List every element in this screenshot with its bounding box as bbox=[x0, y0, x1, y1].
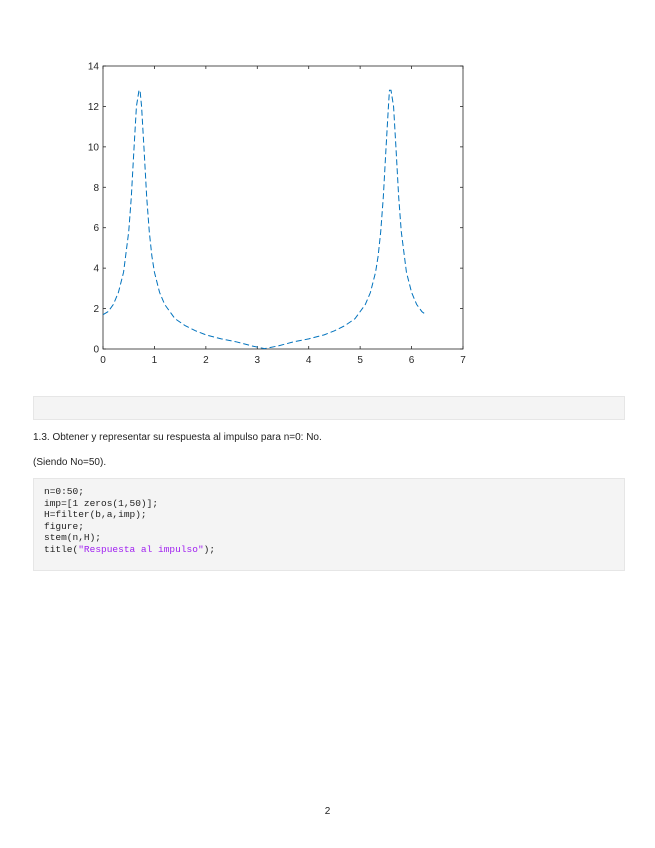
x-tick-label: 2 bbox=[203, 355, 209, 366]
x-tick-label: 0 bbox=[100, 355, 106, 366]
y-tick-label: 2 bbox=[93, 304, 99, 316]
y-tick-label: 0 bbox=[93, 344, 99, 356]
plot-ticks bbox=[88, 62, 466, 367]
y-tick-label: 6 bbox=[93, 223, 99, 235]
x-tick-label: 5 bbox=[357, 355, 363, 366]
plot-axes bbox=[103, 66, 463, 349]
page-number: 2 bbox=[324, 806, 331, 817]
code-text: title( bbox=[44, 543, 79, 555]
x-tick-label: 1 bbox=[151, 355, 158, 366]
x-tick-label: 7 bbox=[460, 355, 466, 366]
code-tail: ); bbox=[203, 543, 216, 555]
code-line bbox=[44, 509, 624, 521]
code-cell[interactable] bbox=[33, 478, 625, 571]
code-line bbox=[44, 544, 624, 556]
y-tick-label: 8 bbox=[93, 182, 99, 194]
plot-frame bbox=[103, 66, 463, 349]
code-text: H=filter(b,a,imp); bbox=[44, 509, 147, 520]
note-text: (Siendo No=50). bbox=[33, 457, 107, 468]
code-line bbox=[44, 521, 624, 533]
magnitude-series-line bbox=[103, 90, 426, 348]
code-text: n=0:50; bbox=[44, 486, 84, 497]
x-tick-label: 4 bbox=[305, 355, 312, 366]
y-tick-label: 10 bbox=[87, 142, 99, 154]
y-tick-label: 14 bbox=[87, 61, 99, 73]
x-tick-label: 6 bbox=[408, 355, 415, 366]
y-tick-label: 12 bbox=[87, 101, 99, 113]
code-line bbox=[44, 532, 624, 544]
code-line bbox=[44, 498, 624, 510]
code-text: imp=[1 zeros(1,50)]; bbox=[44, 497, 159, 509]
code-line bbox=[44, 486, 624, 498]
plot-series bbox=[103, 90, 426, 348]
section-heading: 1.3. Obtener y representar su respuesta al impulso para n=0: No. bbox=[33, 432, 322, 443]
empty-code-cell[interactable] bbox=[33, 396, 625, 420]
x-tick-label: 3 bbox=[254, 355, 261, 366]
code-text: stem(n,H); bbox=[44, 532, 102, 543]
y-tick-label: 4 bbox=[93, 263, 99, 275]
magnitude-plot bbox=[0, 0, 655, 380]
code-text: figure; bbox=[44, 520, 84, 532]
code-string: "Respuesta al impulso" bbox=[78, 543, 204, 555]
